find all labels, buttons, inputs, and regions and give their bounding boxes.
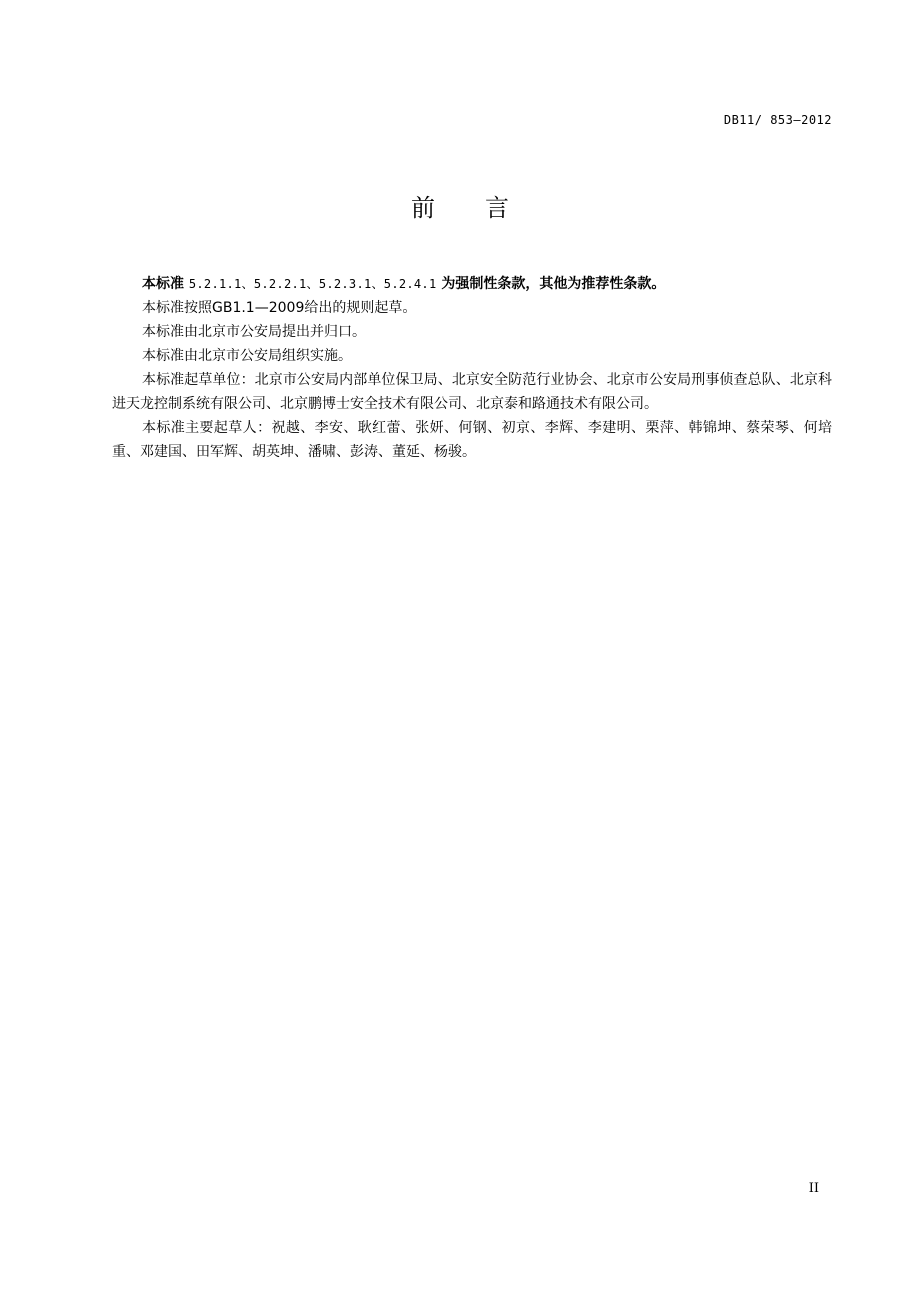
paragraph-suffix: 为强制性条款，其他为推荐性条款。 [441,276,666,292]
paragraph-suffix: 给出的规则起草。 [304,300,417,316]
paragraph-drafting-rules [112,296,832,320]
page-title: 前言 [411,194,559,222]
paragraph-prefix: 本标准按照 [142,300,212,316]
paragraph-prefix: 本标准 [142,276,184,292]
paragraph-drafting-units: 本标准起草单位：北京市公安局内部单位保卫局、北京安全防范行业协会、北京市公安局刑事侦查总队、北京科进天龙控制系统有限公司、北京鹏博士安全技术有限公司、北京泰和路通技术有限公司。 [112,372,832,412]
paragraph-proposer: 本标准由北京市公安局提出并归口。 [142,324,366,340]
clause-numbers: 5.2.1.1、5.2.2.1、5.2.3.1、5.2.4.1 [188,277,437,291]
paragraph-implementer: 本标准由北京市公安局组织实施。 [142,348,352,364]
paragraph-drafters: 本标准主要起草人：祝越、李安、耿红蕾、张妍、何钢、初京、李辉、李建明、栗萍、韩锦坤、蔡荣琴、何培重、邓建国、田军辉、胡英坤、潘啸、彭涛、董延、杨骏。 [112,420,832,460]
document-code: DB11/ 853—2012 [723,113,832,127]
page-number: II [808,1181,819,1196]
preface-body [112,272,832,464]
paragraph-mandatory-clauses [112,272,832,296]
standard-code: GB1.1—2009 [212,300,305,316]
